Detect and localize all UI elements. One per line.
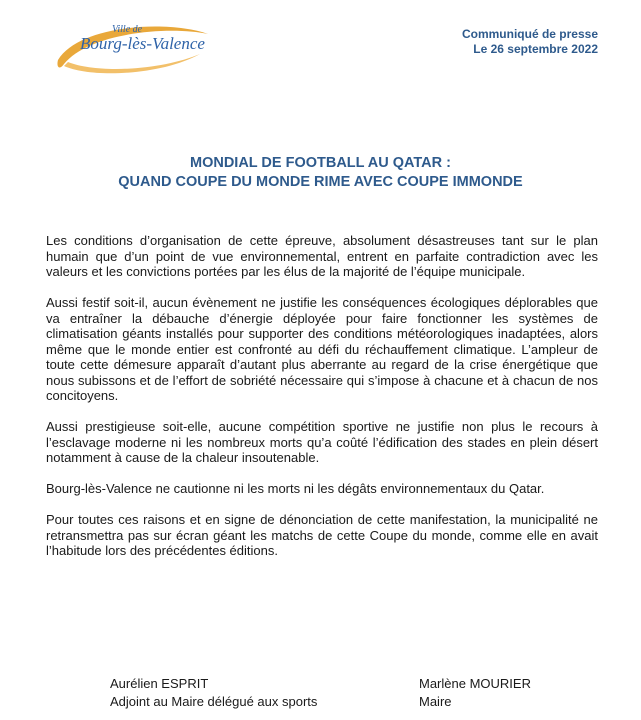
signature-left-name: Aurélien ESPRIT [110, 676, 209, 691]
document-body [46, 233, 598, 574]
paragraph: Pour toutes ces raisons et en signe de dénonciation de cette manifestation, la municipalité ne retransmettra pas sur écran géant les matchs de cette Coupe du monde, comme elle en avait l’habitude lors des précédentes éditions. [46, 512, 598, 558]
signature-right [419, 675, 531, 711]
signature-right-name: Marlène MOURIER [419, 676, 531, 691]
logo-small-text: Ville de [112, 24, 143, 35]
signature-left [110, 675, 317, 711]
title-line-2: QUAND COUPE DU MONDE RIME AVEC COUPE IMMONDE [118, 174, 523, 190]
document-title [0, 154, 641, 192]
press-header [462, 27, 598, 57]
press-label: Communiqué de presse [461, 27, 598, 41]
paragraph: Aussi prestigieuse soit-elle, aucune compétition sportive ne justifie non plus le recours à l’esclavage moderne ni les nombreux morts qu’a coûté l’édification des stades en plein désert notamment à cause de la chaleur insoutenable. [46, 419, 598, 465]
signature-right-role: Maire [419, 694, 452, 709]
city-logo [50, 20, 215, 78]
title-line-1: MONDIAL DE FOOTBALL AU QATAR : [190, 155, 451, 171]
paragraph: Bourg-lès-Valence ne cautionne ni les morts ni les dégâts environnementaux du Qatar. [46, 481, 545, 496]
signature-left-role: Adjoint au Maire délégué aux sports [110, 694, 318, 709]
press-date: Le 26 septembre 2022 [473, 42, 598, 56]
logo-main-text: Bourg-lès-Valence [80, 34, 205, 53]
paragraph: Aussi festif soit-il, aucun évènement ne justifie les conséquences écologiques déplorables que va entraîner la débauche d’énergie déployée pour faire fonctionner les systèmes de climatisation géants installés pour supporter des conditions météorologiques inadaptées, alors même que le monde entier est confronté au défi du réchauffement climatique. L’ampleur de toute cette démesure apparaît d’autant plus aberrante au regard de la crise énergétique que nous subissons et de l’effort de sobriété nécessaire qui s’impose à chacune et à chacun de nos concitoyens. [46, 295, 598, 403]
paragraph: Les conditions d’organisation de cette épreuve, absolument désastreuses tant sur le plan humain que d’un point de vue environnemental, entrent en parfaite contradiction avec les valeurs et les convictions portées par les élus de la majorité de l’équipe municipale. [46, 233, 598, 279]
